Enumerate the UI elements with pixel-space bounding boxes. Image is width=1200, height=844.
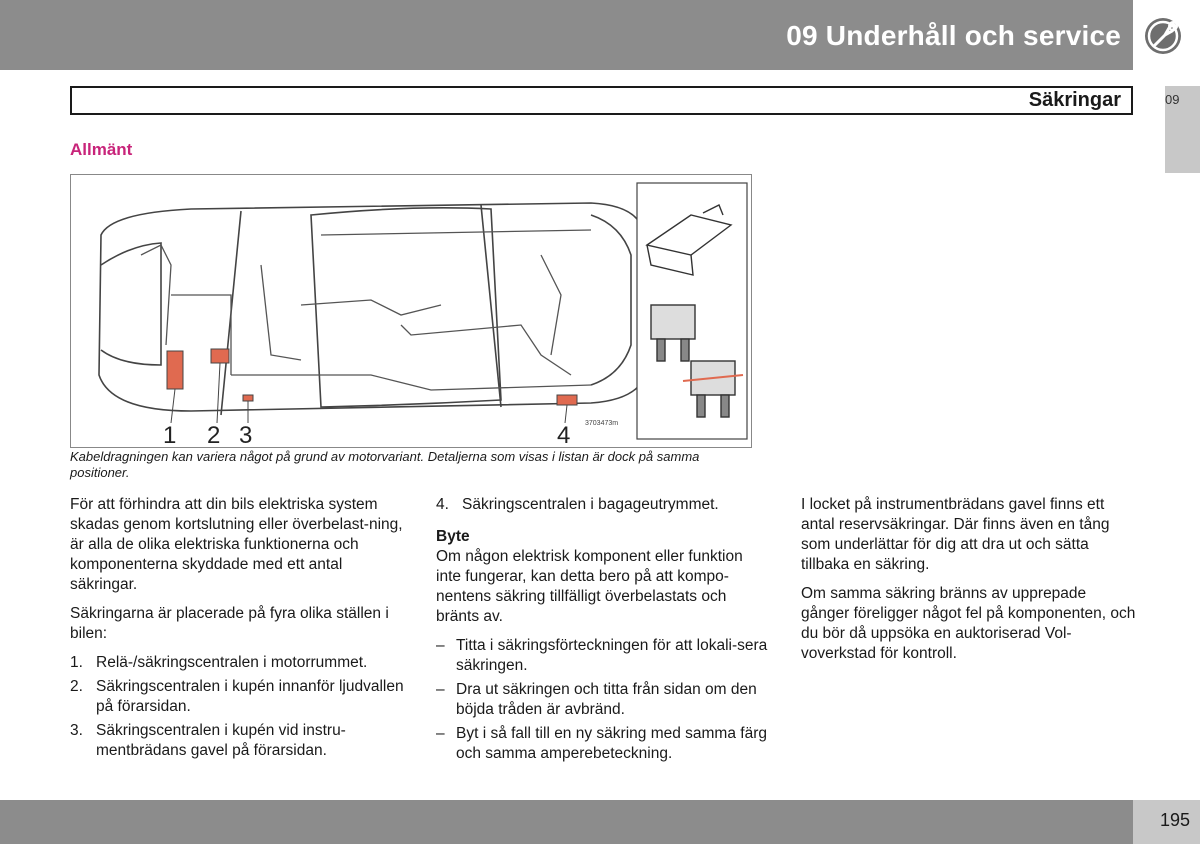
list-item-text: Relä-/säkringscentralen i motorrummet. bbox=[96, 654, 368, 671]
chapter-side-tab bbox=[1165, 86, 1200, 173]
byte-paragraph: Om någon elektrisk komponent eller funktion inte fungerar, kan detta bero på att kompo-nentens säkring tillfälligt överbelastats och bränts av. bbox=[436, 548, 743, 625]
list-item-text: Säkringscentralen i kupén vid instru-mentbrädans gavel på förarsidan. bbox=[96, 722, 346, 759]
list-item-text: Säkringscentralen i bagageutrymmet. bbox=[462, 496, 719, 513]
byte-subheading: Byte bbox=[436, 528, 470, 545]
figure-caption: Kabeldragningen kan variera något på grund av motorvariant. Detaljerna som visas i listan är dock på samma positioner. bbox=[70, 449, 700, 480]
section-title-box bbox=[70, 86, 1133, 115]
locations-paragraph: Säkringarna är placerade på fyra olika ställen i bilen: bbox=[70, 605, 389, 642]
list-item bbox=[70, 721, 405, 761]
figure-code: 3703473m bbox=[585, 420, 619, 427]
fuse-location-figure bbox=[70, 174, 752, 448]
section-heading: Allmänt bbox=[70, 140, 133, 159]
car-wiring-diagram bbox=[71, 175, 751, 447]
fuse-box-2-marker bbox=[211, 349, 229, 363]
fuse-box-1-marker bbox=[167, 351, 183, 389]
step-text: Byt i så fall till en ny säkring med samma färg och samma amperebeteckning. bbox=[456, 725, 767, 762]
page-number: 195 bbox=[1159, 810, 1190, 830]
side-tab-label: 09 bbox=[1165, 92, 1180, 107]
spare-fuses-paragraph: I locket på instrumentbrädans gavel finns ett antal reservsäkringar. Där finns även en tång som underlättar för dig att dra ut och sätta tillbaka en säkring. bbox=[801, 496, 1110, 573]
page-number-box bbox=[1133, 800, 1200, 844]
text-column-2 bbox=[436, 495, 771, 768]
list-item-number: 3. bbox=[70, 722, 83, 739]
section-title: Säkringar bbox=[1028, 89, 1121, 111]
text-column-1 bbox=[70, 495, 405, 765]
callout-label-4: 4 bbox=[557, 422, 571, 447]
list-item-number: 4. bbox=[436, 496, 449, 513]
step-dash: – bbox=[436, 725, 445, 742]
callout-label-2: 2 bbox=[207, 422, 221, 447]
step-item bbox=[436, 636, 771, 676]
callout-label-1: 1 bbox=[163, 422, 177, 447]
text-column-3 bbox=[801, 495, 1136, 673]
step-text: Dra ut säkringen och titta från sidan om den böjda tråden är avbränd. bbox=[456, 681, 757, 718]
chapter-header-bar bbox=[0, 0, 1133, 70]
chapter-title: 09 Underhåll och service bbox=[786, 20, 1121, 51]
list-item-text: Säkringscentralen i kupén innanför ljudvallen på förarsidan. bbox=[96, 678, 404, 715]
intro-paragraph: För att förhindra att din bils elektriska system skadas genom kortslutning eller överbelast-ning, är alla de olika elektriska funktionerna och komponenterna skyddade med ett antal säkringar. bbox=[70, 496, 403, 593]
chapter-icon-box bbox=[1133, 0, 1200, 70]
step-text: Titta i säkringsförteckningen för att lokali-sera säkringen. bbox=[456, 637, 768, 674]
fuse-box-4-marker bbox=[557, 395, 577, 405]
list-item-number: 2. bbox=[70, 678, 83, 695]
wrench-icon bbox=[1143, 16, 1187, 56]
step-item bbox=[436, 724, 771, 764]
step-dash: – bbox=[436, 681, 445, 698]
list-item bbox=[70, 653, 405, 673]
list-item bbox=[70, 677, 405, 717]
step-dash: – bbox=[436, 637, 445, 654]
list-item bbox=[436, 495, 771, 515]
footer-bar bbox=[0, 800, 1133, 844]
step-item bbox=[436, 680, 771, 720]
repeated-failure-paragraph: Om samma säkring bränns av upprepade gånger föreligger något fel på komponenten, och du bör då uppsöka en auktoriserad Vol-voverkstad för kontroll. bbox=[801, 585, 1136, 662]
fuse-box-3-marker bbox=[243, 395, 253, 401]
list-item-number: 1. bbox=[70, 654, 83, 671]
wiring bbox=[141, 230, 591, 390]
callout-label-3: 3 bbox=[239, 422, 253, 447]
